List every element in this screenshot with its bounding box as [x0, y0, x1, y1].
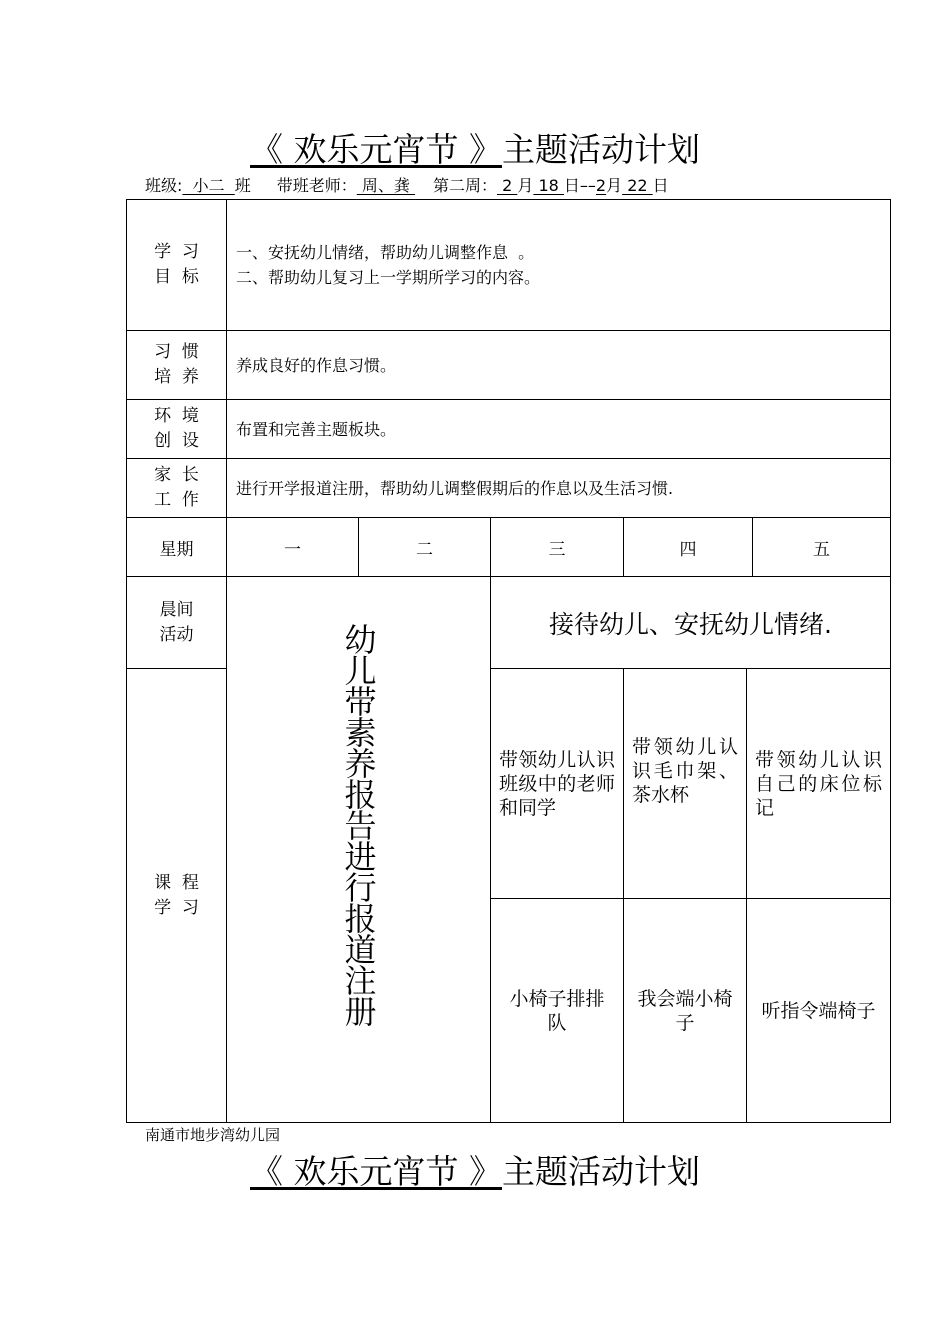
goal-line: 二、帮助幼儿复习上一学期所学习的内容。: [236, 268, 541, 287]
registration-text: 幼儿带素养报告进行报道注册: [339, 623, 378, 1026]
parents-text: 进行开学报道注册，帮助幼儿调整假期后的作息以及生活习惯.: [236, 478, 674, 498]
registration-cell: [226, 576, 491, 1123]
morning-text: 接待幼儿、安抚幼儿情绪.: [549, 609, 832, 639]
teacher-label: 带班老师：: [276, 176, 357, 195]
page-title-next: [0, 1152, 950, 1192]
class-info-line: [145, 176, 669, 196]
course-label-cell: [126, 668, 227, 1123]
course-wed-2-cell: [490, 898, 624, 1123]
course-activity: 听指令端椅子: [761, 999, 876, 1022]
goals-label: 学 习: [154, 242, 199, 262]
weekday-fri: 五: [813, 539, 830, 560]
class-unit: 班: [234, 176, 251, 195]
weekday-fri-cell: [752, 517, 891, 577]
week-label: 第二周：: [432, 176, 497, 195]
course-thu-1-cell: [623, 668, 747, 899]
teacher-value: 周、龚: [356, 176, 415, 195]
weekday-tue-cell: [358, 517, 491, 577]
habits-label-cell: [126, 330, 227, 400]
start-month: 2: [497, 176, 518, 195]
weekday-thu-cell: [623, 517, 753, 577]
habits-label: 习 惯: [154, 342, 199, 362]
month-char: 月: [517, 176, 534, 195]
title-suffix: 主题活动计划: [501, 1152, 700, 1191]
goals-label: 目 标: [154, 267, 199, 287]
course-activity: 带领幼儿认识自己的床位标记: [755, 748, 882, 819]
title-suffix: 主题活动计划: [501, 130, 700, 169]
goals-content-cell: [226, 199, 891, 331]
course-activity: 带领幼儿认识班级中的老师和同学: [499, 748, 615, 819]
environment-label-cell: [126, 399, 227, 459]
course-fri-2-cell: [746, 898, 891, 1123]
course-thu-2-cell: [623, 898, 747, 1123]
course-fri-1-cell: [746, 668, 891, 899]
course-activity: 带领幼儿认识毛巾架、茶水杯: [632, 736, 738, 806]
course-label: 学 习: [154, 897, 199, 918]
morning-content-cell: [490, 576, 891, 669]
weekday-wed: 三: [548, 539, 566, 560]
page-title: [0, 130, 950, 170]
habits-content-cell: [226, 330, 891, 400]
course-label: 课 程: [154, 872, 199, 893]
parents-label: 工 作: [154, 490, 199, 510]
title-theme: 《 欢乐元宵节 》: [250, 130, 502, 169]
parents-label-cell: [126, 458, 227, 518]
weekday-tue: 二: [416, 539, 433, 560]
course-activity: 我会端小椅子: [637, 987, 733, 1034]
month-char: 月: [606, 176, 623, 195]
parents-content-cell: [226, 458, 891, 518]
goals-label-cell: [126, 199, 227, 331]
weekday-wed-cell: [490, 517, 624, 577]
class-label: 班级:: [145, 176, 183, 195]
morning-label: 活动: [159, 624, 194, 645]
weekday-thu: 四: [679, 539, 697, 560]
course-activity: 小椅子排排队: [509, 987, 605, 1034]
end-month: 2: [595, 176, 607, 195]
weekday-label-cell: [126, 517, 227, 577]
weekday-label: 星期: [159, 539, 194, 560]
morning-label: 晨间: [159, 599, 194, 620]
weekday-mon-cell: [226, 517, 359, 577]
habits-text: 养成良好的作息习惯。: [236, 355, 397, 375]
title-theme: 《 欢乐元宵节 》: [250, 1152, 502, 1191]
day-char: 日––: [563, 176, 596, 195]
environment-label: 环 境: [154, 406, 199, 426]
end-day: 22: [622, 176, 653, 195]
day-char: 日: [652, 176, 669, 195]
parents-label: 家 长: [154, 465, 199, 485]
environment-text: 布置和完善主题板块。: [236, 419, 397, 439]
morning-label-cell: [126, 576, 227, 669]
environment-content-cell: [226, 399, 891, 459]
environment-label: 创 设: [154, 431, 199, 451]
start-day: 18: [533, 176, 564, 195]
class-value: 小二: [182, 176, 235, 195]
weekday-mon: 一: [284, 539, 301, 560]
kindergarten-name: 南通市地步湾幼儿园: [145, 1126, 281, 1144]
course-wed-1-cell: [490, 668, 624, 899]
goal-line: 一、安抚幼儿情绪，帮助幼儿调整作息 。: [236, 243, 535, 262]
habits-label: 培 养: [154, 367, 199, 387]
